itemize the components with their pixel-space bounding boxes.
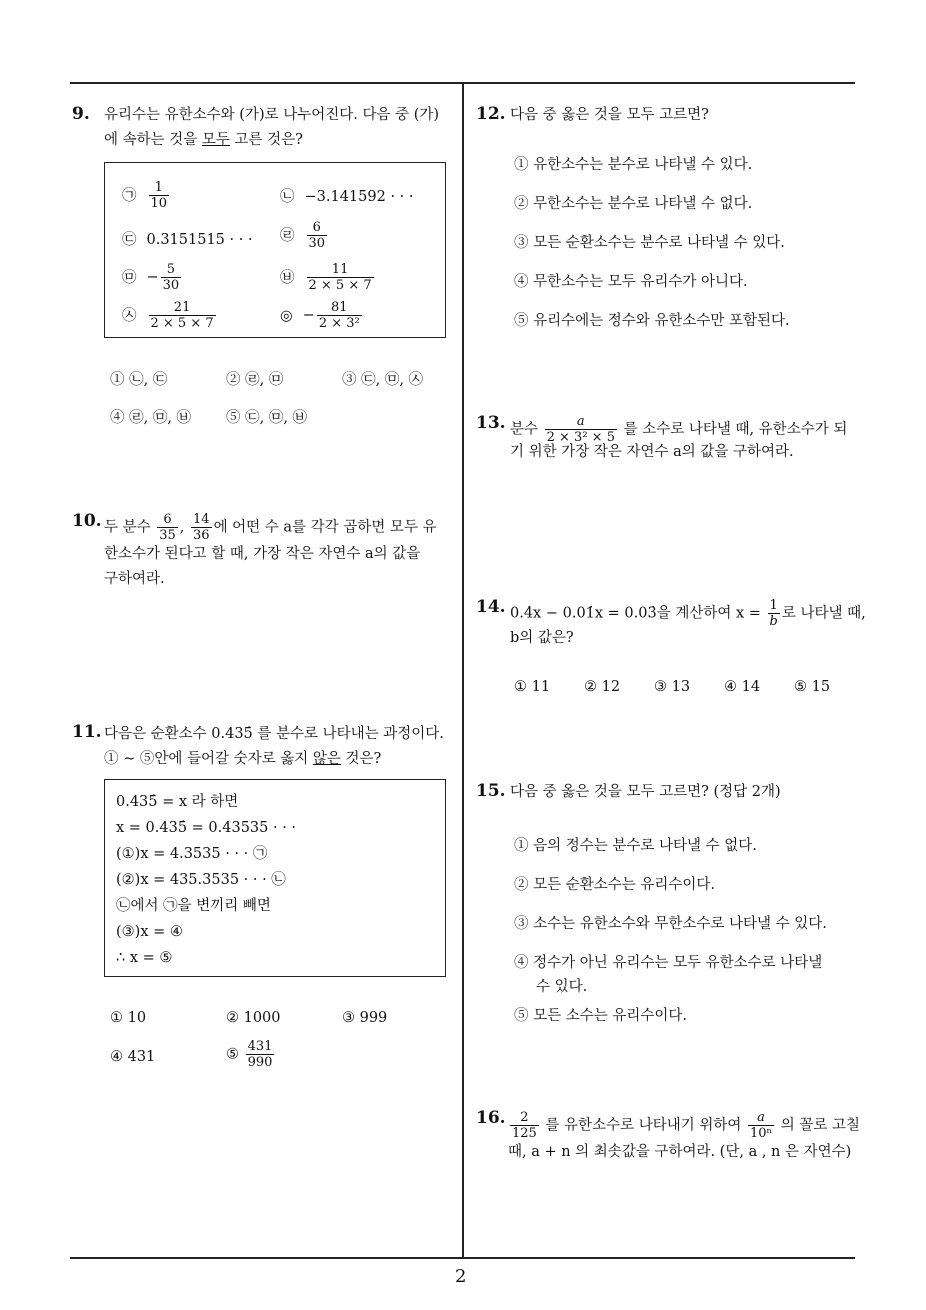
q14-stem-line1: 0.4̇x − 0.01̇x = 0.03̇을 계산하여 x = $\frac{1}{b}$ 로 나타낼 때, (510, 598, 866, 629)
q9-number: 9. (72, 104, 90, 124)
q11-box-line: 0.435̇ = x 라 하면 (116, 794, 239, 810)
q9-item-label: ◎ (280, 307, 293, 324)
q14-stem-line2: b의 값은? (510, 630, 574, 646)
q11-choice-2[interactable]: ② 1000 (226, 1010, 281, 1026)
q15-choice-5[interactable]: ⑤ 모든 소수는 유리수이다. (514, 1008, 688, 1024)
q14-choice-2[interactable]: ② 12 (584, 679, 621, 695)
q15-choice-1[interactable]: ① 음의 정수는 분수로 나타낼 수 없다. (514, 838, 757, 854)
q9-item (122, 228, 253, 252)
q12-choice-4[interactable]: ④ 무한소수는 모두 유리수가 아니다. (514, 274, 748, 290)
q9-item-sign: − (302, 307, 315, 324)
q15-stem: 다음 중 옳은 것을 모두 고르면? (정답 2개) (510, 784, 781, 800)
q9-item-label: ㉦ (122, 307, 137, 324)
q11-choice-3[interactable]: ③ 999 (342, 1010, 388, 1026)
q9-choice-5[interactable]: ⑤ ㉢, ㉤, ㉥ (226, 410, 308, 426)
q11-box-line: ∴ x = ⑤ (116, 950, 173, 966)
q13-fraction: $\frac{a}{\text{2 × 3² × 5}}$ (546, 414, 615, 445)
q11-box-line: (③)x = ④ (116, 924, 183, 940)
q11-choice-5-fraction: $\frac{431}{990}$ (247, 1039, 273, 1070)
q12-choice-1[interactable]: ① 유한소수는 분수로 나타낼 수 있다. (514, 157, 753, 173)
q11-choice-4[interactable]: ④ 431 (110, 1049, 156, 1065)
q9-item-fraction: $\frac{5}{30}$ (162, 262, 180, 293)
q9-item (122, 262, 183, 293)
q9-item-value: −3.141592 · · · (304, 189, 414, 205)
q14-fraction: $\frac{1}{b}$ (769, 598, 778, 629)
q12-choice-3[interactable]: ③ 모든 순환소수는 분수로 나타낼 수 있다. (514, 235, 785, 251)
page-number: 2 (455, 1266, 467, 1287)
q9-item-label: ㉥ (280, 269, 295, 286)
q15-choice-2[interactable]: ② 모든 순환소수는 유리수이다. (514, 877, 716, 893)
q10-stem-line1: 두 분수 $\frac{6}{35}$ , $\frac{14}{36}$ 에 어떤 수 a를 각각 곱하면 모두 유 (104, 512, 437, 543)
q16-fraction-1: $\frac{2}{125}$ (512, 1110, 537, 1141)
q10-fraction-1: $\frac{6}{35}$ (159, 512, 176, 543)
q14-choice-5[interactable]: ⑤ 15 (794, 679, 831, 695)
q9-choice-4[interactable]: ④ ㉣, ㉤, ㉥ (110, 410, 192, 426)
q9-stem-line2: 에 속하는 것을 모두 고른 것은? (104, 132, 303, 148)
q9-item (280, 185, 414, 209)
q12-stem: 다음 중 옳은 것을 모두 고르면? (510, 107, 709, 123)
q14-number: 14. (476, 597, 506, 617)
q13-number: 13. (476, 413, 506, 433)
q10-number: 10. (72, 511, 102, 531)
q10-stem-line3: 구하여라. (104, 571, 165, 587)
q12-choice-2[interactable]: ② 무한소수는 분수로 나타낼 수 없다. (514, 196, 753, 212)
q9-item-label: ㉠ (122, 187, 137, 204)
q15-choice-3[interactable]: ③ 소수는 유한소수와 무한소수로 나타낼 수 있다. (514, 916, 827, 932)
q9-stem-line1: 유리수는 유한소수와 (가)로 나누어진다. 다음 중 (가) (104, 107, 440, 123)
q10-fraction-2: $\frac{14}{36}$ (193, 512, 210, 543)
q9-item-label: ㉤ (122, 269, 137, 286)
q13-stem-line1: 분수 $\frac{a}{\text{2 × 3² × 5}}$ 를 소수로 나타낼 때, 유한소수가 되 (510, 414, 848, 445)
q9-item-label: ㉢ (122, 232, 137, 248)
q13-stem-line2: 기 위한 가장 작은 자연수 a의 값을 구하여라. (510, 444, 794, 460)
q9-item-sign: − (146, 269, 159, 286)
q11-stem-line1: 다음은 순환소수 0.435̇ 를 분수로 나타내는 과정이다. (104, 726, 444, 742)
q16-fraction-2: $\frac{a}{\text{10ⁿ}}$ (749, 1110, 773, 1141)
q10-stem-line2: 한소수가 된다고 할 때, 가장 작은 자연수 a의 값을 (104, 546, 421, 562)
q14-choice-3[interactable]: ③ 13 (654, 679, 691, 695)
q9-item (280, 300, 364, 331)
q12-number: 12. (476, 104, 506, 124)
q16-stem-line1: $\frac{2}{125}$ 를 유한소수로 나타내기 위하여 $\frac{a}{\text{10ⁿ}}$ 의 꼴로 고칠 (512, 1110, 861, 1141)
q9-choice-3[interactable]: ③ ㉢, ㉤, ㉦ (342, 372, 424, 388)
q9-item-fraction: $\frac{1}{10}$ (150, 180, 168, 211)
q9-item (122, 180, 171, 211)
q16-number: 16. (476, 1108, 506, 1128)
q11-number: 11. (72, 722, 102, 742)
q9-item-fraction: $\frac{11}{2 \times 5 \times 7}$ (308, 262, 372, 293)
q9-item (122, 300, 218, 331)
q11-stem-line2: ① ∼ ⑤안에 들어갈 숫자로 옳지 않은 것은? (104, 751, 382, 767)
q9-item (280, 262, 376, 293)
q9-item-fraction: $\frac{81}{\text{2 × 3²}}$ (318, 300, 360, 331)
q15-choice-4-cont: 수 있다. (536, 979, 588, 995)
q11-choice-1[interactable]: ① 10 (110, 1010, 147, 1026)
q16-stem-line2: 때, a + n 의 최솟값을 구하여라. (단, a , n 은 자연수) (508, 1144, 852, 1160)
q14-choice-1[interactable]: ① 11 (514, 679, 551, 695)
q12-choice-5[interactable]: ⑤ 유리수에는 정수와 유한소수만 포함된다. (514, 313, 790, 329)
center-divider (462, 82, 464, 1258)
q9-item-label: ㉡ (280, 189, 295, 205)
q9-item-value: 0.3151515 · · · (146, 232, 253, 248)
q15-number: 15. (476, 781, 506, 801)
q14-choice-4[interactable]: ④ 14 (724, 679, 761, 695)
q11-choice-5[interactable]: ⑤ $\frac{431}{990}$ (226, 1039, 273, 1070)
q11-box-line: (②)x = 435.3535 · · · ㉡ (116, 872, 286, 888)
q9-item (280, 220, 329, 251)
q11-box-line: x = 0.435̇ = 0.43535 · · · (116, 820, 297, 836)
q9-choice-2[interactable]: ② ㉣, ㉤ (226, 372, 284, 388)
q9-item-fraction: $\frac{6}{30}$ (308, 220, 326, 251)
q9-item-label: ㉣ (280, 227, 295, 244)
q9-choice-1[interactable]: ① ㉡, ㉢ (110, 372, 168, 388)
q15-choice-4[interactable]: ④ 정수가 아닌 유리수는 모두 유한소수로 나타낼 (514, 955, 823, 971)
q11-box-line: ㉡에서 ㉠을 변끼리 빼면 (116, 898, 271, 914)
q11-box-line: (①)x = 4.3535 · · · ㉠ (116, 846, 268, 862)
q9-item-fraction: $\frac{21}{2 \times 5 \times 7}$ (150, 300, 214, 331)
bottom-rule (70, 1257, 855, 1259)
